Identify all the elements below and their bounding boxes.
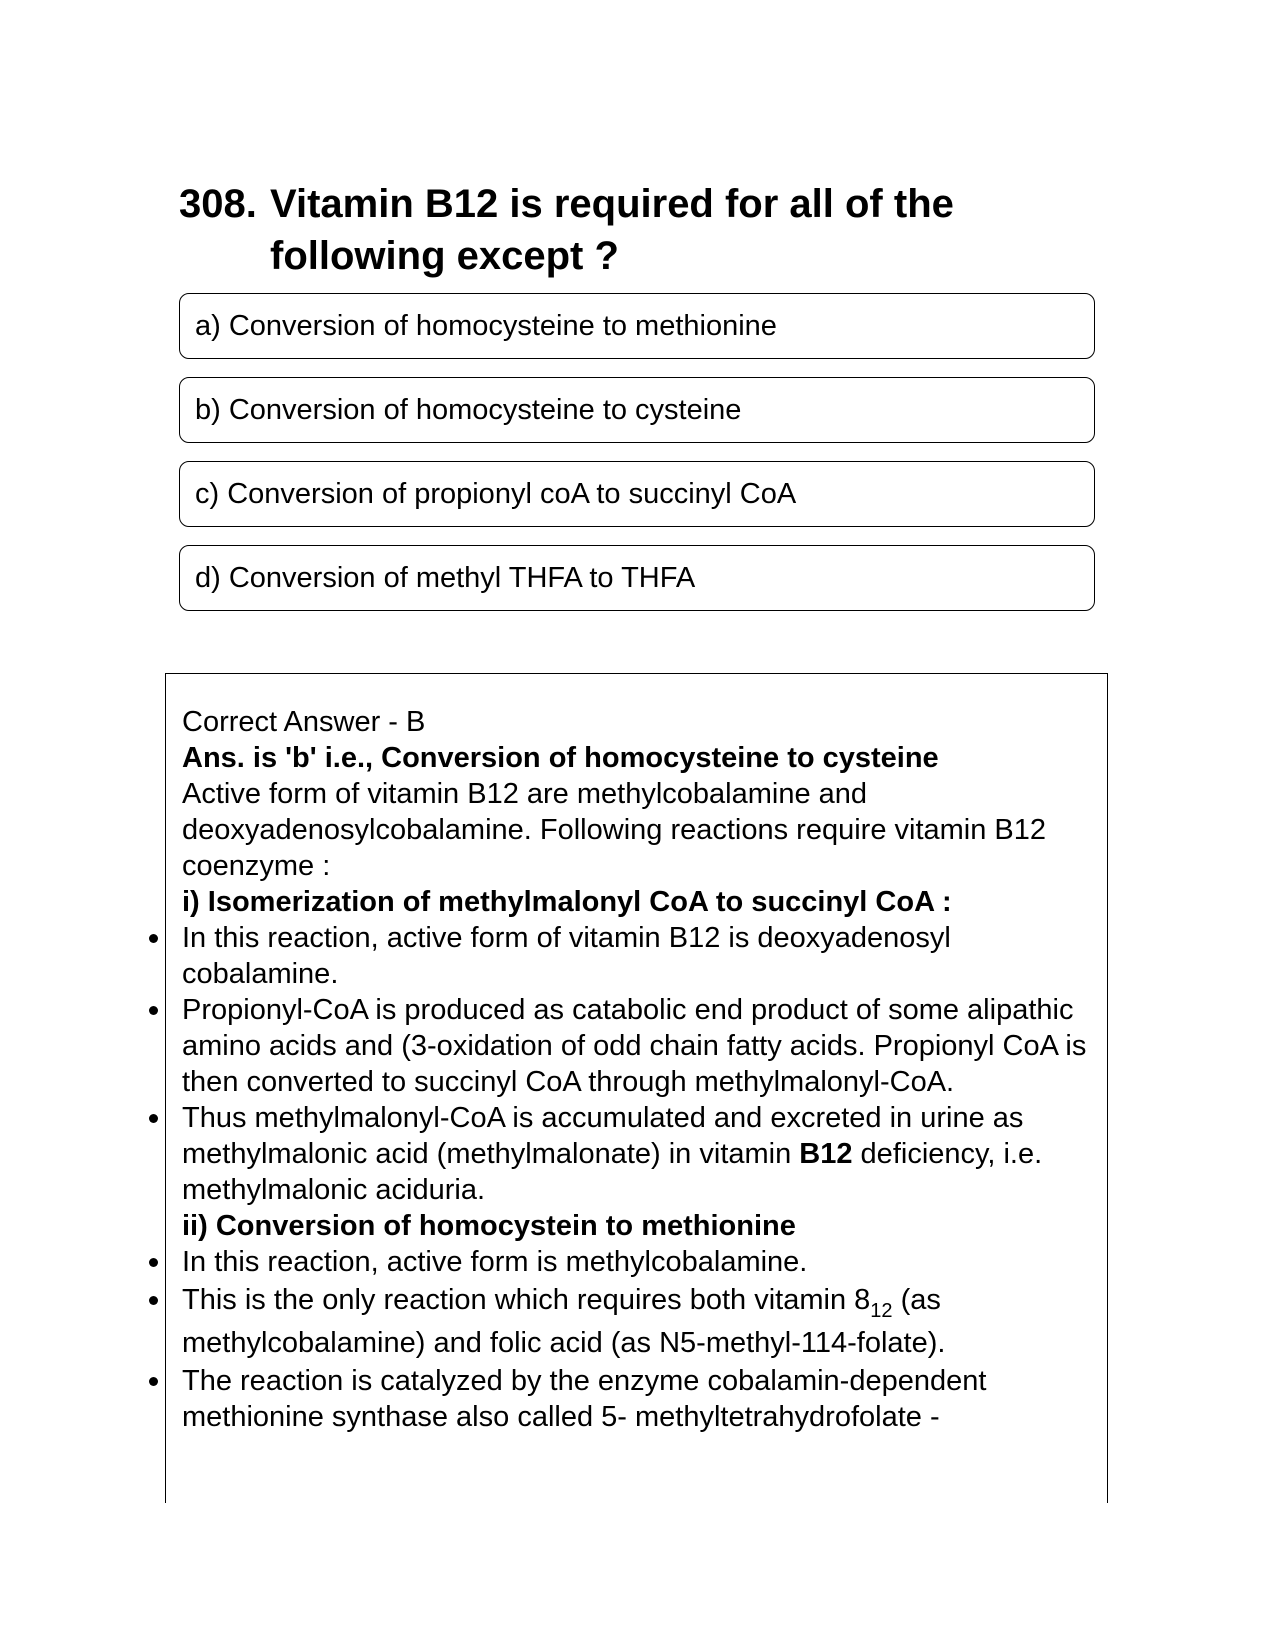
bullet-text-bold: B12 xyxy=(799,1138,853,1170)
list-item xyxy=(182,920,1094,992)
bullet-text: In this reaction, active form of vitamin B12 is deoxyadenosyl cobalamine. xyxy=(182,922,951,990)
bullet-text: The reaction is catalyzed by the enzyme cobalamin-dependent methionine synthase also called 5- methyltetrahydrofolate - xyxy=(182,1365,987,1433)
bullet-icon xyxy=(149,934,158,943)
bullet-text: In this reaction, active form is methylcobalamine. xyxy=(182,1246,808,1278)
section-2-heading: ii) Conversion of homocystein to methionine xyxy=(182,1210,796,1242)
option-c[interactable]: c) Conversion of propionyl coA to succinyl CoA xyxy=(179,461,1095,527)
bullet-text-post: (as methylcobalamine) and folic acid (as N5-methyl-114-folate). xyxy=(182,1284,946,1359)
answer-explanation-box xyxy=(165,673,1108,1503)
bullet-text-pre: This is the only reaction which requires both vitamin 8 xyxy=(182,1284,871,1316)
bullet-text-post: deficiency, i.e. methylmalonic aciduria. xyxy=(182,1138,1043,1206)
option-d[interactable]: d) Conversion of methyl THFA to THFA xyxy=(179,545,1095,611)
option-b[interactable]: b) Conversion of homocysteine to cysteine xyxy=(179,377,1095,443)
subscript: 12 xyxy=(870,1300,893,1322)
answer-heading: Ans. is 'b' i.e., Conversion of homocysteine to cysteine xyxy=(182,742,939,774)
answer-intro: Active form of vitamin B12 are methylcobalamine and deoxyadenosylcobalamine. Following reactions require vitamin B12 coenzyme : xyxy=(182,778,1047,882)
list-item xyxy=(182,992,1094,1100)
section-1-heading: i) Isomerization of methylmalonyl CoA to succinyl CoA : xyxy=(182,886,952,918)
bullet-icon xyxy=(149,1114,158,1123)
bullet-icon xyxy=(149,1377,158,1386)
bullet-text: Propionyl-CoA is produced as catabolic end product of some alipathic amino acids and (3-oxidation of odd chain fatty acids. Propionyl CoA is then converted to succinyl CoA through methylmalonyl-CoA. xyxy=(182,994,1087,1098)
list-item xyxy=(182,1363,1094,1435)
question-number: 308. xyxy=(179,182,257,226)
bullet-text-pre: Thus methylmalonyl-CoA is accumulated and excreted in urine as methylmalonic acid (methylmalonate) in vitamin xyxy=(182,1102,1024,1170)
bullet-icon xyxy=(149,1258,158,1267)
bullet-icon xyxy=(149,1006,158,1015)
question-heading xyxy=(179,178,1079,282)
answer-content xyxy=(182,704,1094,1435)
list-item xyxy=(182,1100,1094,1208)
list-item xyxy=(182,1280,1094,1363)
option-a[interactable]: a) Conversion of homocysteine to methionine xyxy=(179,293,1095,359)
question-text: Vitamin B12 is required for all of the following except ? xyxy=(270,182,954,278)
list-item xyxy=(182,1244,1094,1280)
bullet-icon xyxy=(149,1296,158,1305)
correct-answer-label: Correct Answer - B xyxy=(182,706,426,738)
